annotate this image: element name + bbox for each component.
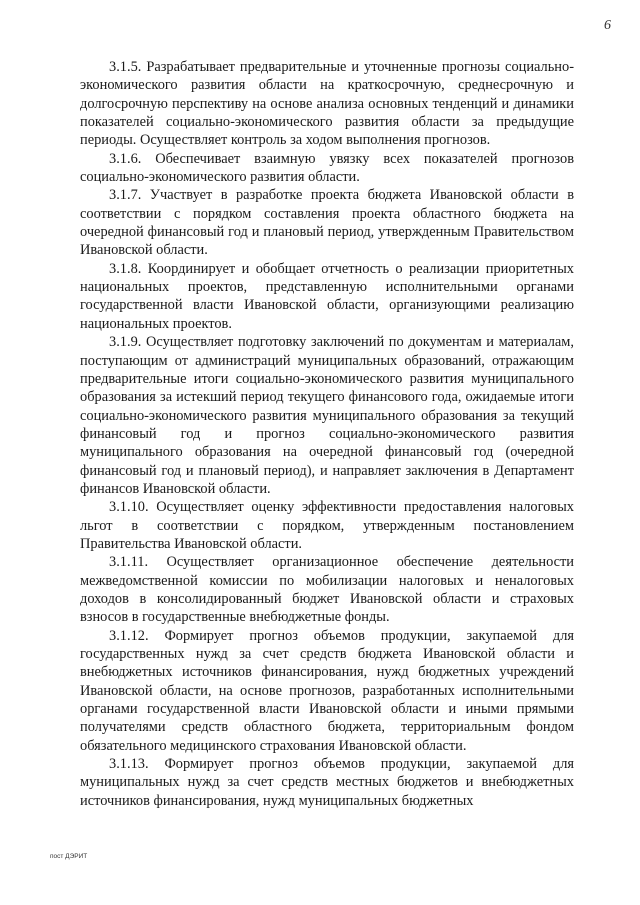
- paragraph-3-1-9: 3.1.9. Осуществляет подготовку заключений по документам и материалам, поступающим от администраций муниципальных образований, отражающим предварительные итоги социально-экономического развития муниципального образования за истекший период текущего финансового года, ожидаемые итоги социально-экономического развития муниципального образования за текущий финансовый год и прогноз социально-экономического развития муниципального образования на очередной финансовый год (очередной финансовый год и плановый период), и направляет заключения в Департамент финансов Ивановской области.: [80, 334, 574, 497]
- paragraph-3-1-6: 3.1.6. Обеспечивает взаимную увязку всех показателей прогнозов социально-экономического развития области.: [80, 150, 574, 186]
- footer-mark: пост ДЭРИТ: [50, 853, 88, 860]
- paragraph-3-1-7: 3.1.7. Участвует в разработке проекта бюджета Ивановской области в соответствии с порядком составления проекта областного бюджета на очередной финансовый год и плановый период, утвержденным Правительством Ивановской области.: [80, 187, 574, 259]
- paragraph-3-1-13: 3.1.13. Формирует прогноз объемов продукции, закупаемой для муниципальных нужд за счет средств местных бюджетов и внебюджетных источников финансирования, нужд муниципальных бюджетных: [80, 756, 574, 809]
- page-number: 6: [604, 18, 611, 33]
- paragraph-3-1-5: 3.1.5. Разрабатывает предварительные и уточненные прогнозы социально-экономического развития области на краткосрочную, среднесрочную и долгосрочную перспективу на основе анализа основных тенденций и динамики показателей социально-экономического развития области за предыдущие периоды. Осуществляет контроль за ходом выполнения прогнозов.: [80, 59, 574, 149]
- paragraph-3-1-10: 3.1.10. Осуществляет оценку эффективности предоставления налоговых льгот в соответствии с порядком, утвержденным постановлением Правительства Ивановской области.: [80, 499, 574, 552]
- paragraph-3-1-8: 3.1.8. Координирует и обобщает отчетность о реализации приоритетных национальных проектов, представленную исполнительными органами государственной власти Ивановской области, организующими реализацию национальных проектов.: [80, 260, 574, 332]
- document-body: [80, 58, 574, 810]
- paragraph-3-1-11: 3.1.11. Осуществляет организационное обеспечение деятельности межведомственной комиссии по мобилизации налоговых и неналоговых доходов в консолидированный бюджет Ивановской области и страховых взносов в государственные внебюджетные фонды.: [80, 554, 574, 626]
- paragraph-3-1-12: 3.1.12. Формирует прогноз объемов продукции, закупаемой для государственных нужд за счет средств бюджета Ивановской области и внебюджетных источников финансирования, нужд бюджетных учреждений Ивановской области, на основе прогнозов, разработанных исполнительными органами государственной власти Ивановской области и иными прямыми получателями средств областного бюджета, территориальным фондом обязательного медицинского страхования Ивановской области.: [80, 627, 574, 754]
